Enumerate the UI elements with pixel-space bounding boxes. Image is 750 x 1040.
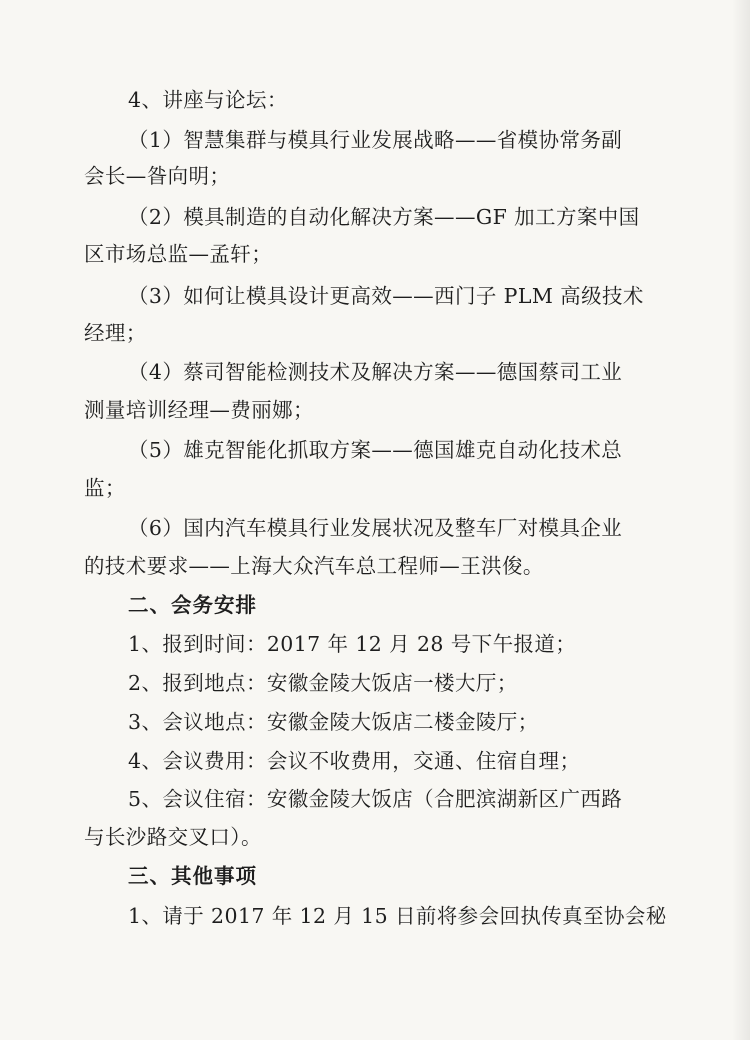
page-edge-shadow — [732, 0, 750, 1040]
arrangement-heading: 二、会务安排 — [128, 593, 257, 617]
arrangement-item-5-line2: 与长沙路交叉口）。 — [84, 825, 262, 849]
lecture-item-4-line1: （4）蔡司智能检测技术及解决方案——德国蔡司工业 — [128, 360, 623, 384]
arrangement-item-3: 3、会议地点：安徽金陵大饭店二楼金陵厅； — [128, 710, 539, 734]
arrangement-item-4: 4、会议费用：会议不收费用，交通、住宿自理； — [128, 749, 581, 773]
lecture-item-2-line1: （2）模具制造的自动化解决方案——GF 加工方案中国 — [128, 205, 640, 229]
arrangement-item-5-line1: 5、会议住宿：安徽金陵大饭店（合肥滨湖新区广西路 — [128, 787, 623, 811]
lecture-item-3-line2: 经理； — [84, 321, 147, 345]
lecture-item-3-line1: （3）如何让模具设计更高效——西门子 PLM 高级技术 — [128, 284, 644, 308]
lecture-item-5-line1: （5）雄克智能化抓取方案——德国雄克自动化技术总 — [128, 438, 623, 462]
lecture-item-1-line1: （1）智慧集群与模具行业发展战略——省模协常务副 — [128, 128, 623, 152]
lecture-item-6-line1: （6）国内汽车模具行业发展状况及整车厂对模具企业 — [128, 516, 623, 540]
arrangement-item-2: 2、报到地点：安徽金陵大饭店一楼大厅； — [128, 671, 518, 695]
lecture-item-6-line2: 的技术要求——上海大众汽车总工程师—王洪俊。 — [84, 554, 544, 578]
arrangement-item-1: 1、报到时间：2017 年 12 月 28 号下午报道； — [128, 632, 577, 656]
other-item-1: 1、请于 2017 年 12 月 15 日前将参会回执传真至协会秘 — [128, 904, 667, 928]
lecture-item-4-line2: 测量培训经理—费丽娜； — [84, 398, 314, 422]
lecture-item-5-line2: 监； — [84, 476, 126, 500]
other-heading: 三、其他事项 — [128, 864, 257, 888]
lecture-item-2-line2: 区市场总监—孟轩； — [84, 242, 273, 266]
lectures-heading: 4、讲座与论坛： — [128, 88, 288, 112]
lecture-item-1-line2: 会长—昝向明； — [84, 164, 231, 188]
